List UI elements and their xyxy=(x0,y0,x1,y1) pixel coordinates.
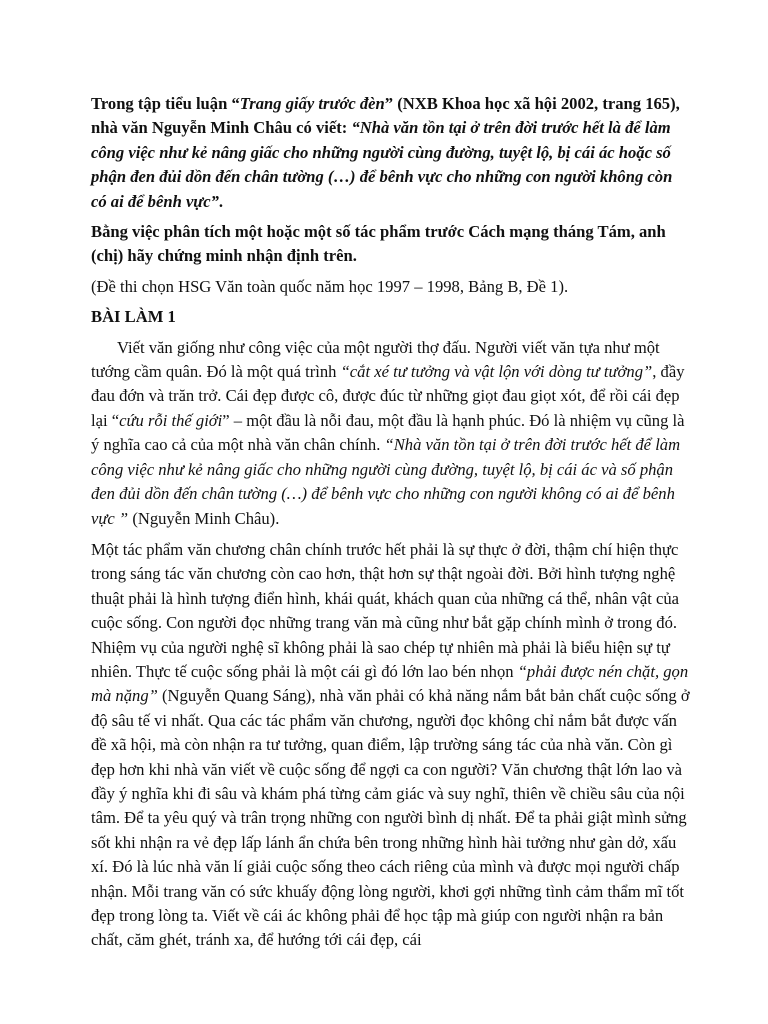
document-page xyxy=(91,92,691,953)
exam-source: (Đề thi chọn HSG Văn toàn quốc năm học 1997 – 1998, Bảng B, Đề 1). xyxy=(91,276,569,296)
prompt-text: . xyxy=(218,191,224,211)
body-paragraph-2 xyxy=(91,538,691,953)
paragraph-text: (Nguyễn Minh Châu). xyxy=(128,508,280,528)
italic-quote: “phải được nén chặt, gọn mà nặng” xyxy=(91,661,689,706)
paragraph-text: , đầy đau đớn và trăn trở. Cái đẹp được cô, được đúc từ những giọt đau giọt xót, để rồi cái đẹp lại “ xyxy=(91,362,685,430)
paragraph-text: ” – một đầu là nỗi đau, một đầu là hạnh phúc. Đó là nhiệm vụ cũng là ý nghĩa cao cả của một nhà văn chân chính. xyxy=(91,410,685,455)
italic-quote: “Nhà văn tồn tại ở trên đời trước hết để làm công việc như kẻ nâng giấc cho những người cùng đường, tuyệt lộ, bị cái ác và số phận đen đủi dồn đến chân tường (…) để bênh vực cho những con người không có ai để bênh vực ” xyxy=(91,435,681,528)
paragraph-text: Viết văn giống như công việc của một người thợ đấu. Người viết văn tựa như một tướng cầm quân. Đó là một quá trình xyxy=(91,337,660,382)
prompt-text: ” (NXB Khoa học xã hội 2002, trang 165), nhà văn Nguyễn Minh Châu có viết: xyxy=(91,94,680,138)
paragraph-text: (Nguyễn Quang Sáng), nhà văn phải có khả năng nắm bắt bản chất cuộc sống ở độ sâu tế vi nhất. Qua các tác phẩm văn chương, người đọc không chỉ nắm bắt được vấn đề xã hội, mà còn nhận ra tư tưởng, quan điểm, lập trường sáng tác của nhà văn. Còn gì đẹp hơn khi nhà văn viết về cuộc sống để ngợi ca con người? Văn chương thật lớn lao và đầy ý nghĩa khi đi sâu và khám phá từng cảm giác và suy nghĩ, thiên về chiều sâu của nội tâm. Để ta yêu quý và trân trọng những con người bình dị nhất. Để ta phải giật mình sửng sốt khi nhận ra vẻ đẹp lấp lánh ẩn chứa bên trong những hình hài tưởng như gàn dở, xấu xí. Đó là lúc nhà văn lí giải cuộc sống theo cách riêng của mình và được mọi người chấp nhận. Mỗi trang văn có sức khuấy động lòng người, khơi gợi những tình cảm thẩm mĩ tốt đẹp trong lòng ta. Viết về cái ác không phải để học tập mà giúp con người nhận ra bản chất, căm ghét, tránh xa, để hướng tới cái đẹp, cái xyxy=(91,686,690,950)
body-paragraph-1 xyxy=(91,336,691,531)
paragraph-text: Một tác phẩm văn chương chân chính trước hết phải là sự thực ở đời, thậm chí hiện thực trong sáng tác văn chương còn cao hơn, thật hơn sự thật ngoài đời. Bởi hình tượng nghệ thuật phải là hình tượng điển hình, khái quát, khách quan của những cá thể, nhân vật của cuộc sống. Con người đọc những trang văn mà cũng như bắt gặp chính mình ở trong đó. Nhiệm vụ của người nghệ sĩ không phải là sao chép tự nhiên mà phải là biểu hiện sự tự nhiên. Thực tế cuộc sống phải là một cái gì đó lớn lao bén nhọn xyxy=(91,539,680,681)
essay-prompt xyxy=(91,92,691,214)
book-title: Trang giấy trước đèn xyxy=(239,94,385,113)
essay-task: Bằng việc phân tích một hoặc một số tác phẩm trước Cách mạng tháng Tám, anh (chị) hãy chứng minh nhận định trên. xyxy=(91,222,666,266)
italic-quote: cứu rỗi thế giới xyxy=(119,410,223,430)
prompt-text: Trong tập tiểu luận “ xyxy=(91,94,240,113)
author-quote: “Nhà văn tồn tại ở trên đời trước hết là để làm công việc như kẻ nâng giấc cho những người cùng đường, tuyệt lộ, bị cái ác hoặc số phận đen đủi dồn đến chân tường (…) để bênh vực cho những con người không còn có ai để bênh vực” xyxy=(91,118,673,211)
section-heading: BÀI LÀM 1 xyxy=(91,307,176,327)
italic-quote: “cắt xé tư tưởng và vật lộn với dòng tư tưởng” xyxy=(340,362,653,382)
